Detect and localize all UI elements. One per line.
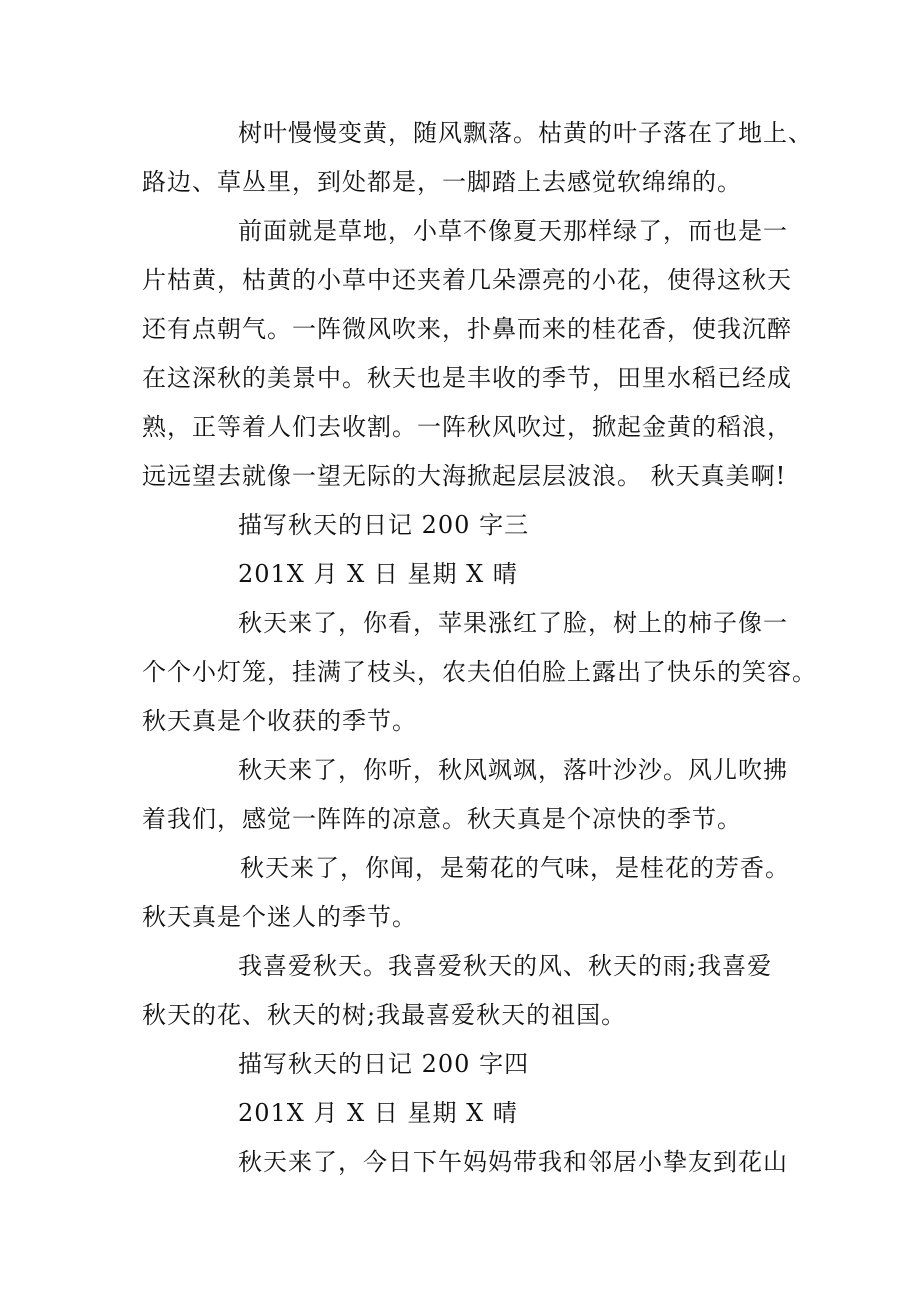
section-heading: 描写秋天的日记 200 字三 [238, 511, 530, 539]
paragraph-line: 树叶慢慢变黄，随风飘落。枯黄的叶子落在了地上、 [238, 119, 813, 147]
diary-date-line: 201X 月 X 日 星期 X 晴 [238, 1099, 518, 1127]
paragraph-line: 远远望去就像一望无际的大海掀起层层波浪。 秋天真美啊! [142, 462, 787, 490]
paragraph-line: 还有点朝气。一阵微风吹来，扑鼻而来的桂花香，使我沉醉 [142, 315, 792, 343]
paragraph-line: 片枯黄，枯黄的小草中还夹着几朵漂亮的小花，使得这秋天 [142, 266, 792, 294]
paragraph-line: 个个小灯笼，挂满了枝头，农夫伯伯脸上露出了快乐的笑容。 [142, 658, 817, 686]
paragraph-line: 秋天真是个收获的季节。 [142, 707, 417, 735]
paragraph-line: 秋天来了，今日下午妈妈带我和邻居小挚友到花山 [238, 1148, 788, 1176]
paragraph-line: 在这深秋的美景中。秋天也是丰收的季节，田里水稻已经成 [142, 364, 792, 392]
paragraph-line: 秋天来了，你闻，是菊花的气味，是桂花的芳香。 [240, 854, 790, 882]
paragraph-line: 我喜爱秋天。我喜爱秋天的风、秋天的雨;我喜爱 [238, 952, 773, 980]
paragraph-line: 秋天真是个迷人的季节。 [142, 903, 417, 931]
paragraph-line: 路边、草丛里，到处都是，一脚踏上去感觉软绵绵的。 [142, 168, 742, 196]
paragraph-line: 秋天来了，你听，秋风飒飒，落叶沙沙。风儿吹拂 [238, 756, 788, 784]
paragraph-line: 秋天的花、秋天的树;我最喜爱秋天的祖国。 [142, 1001, 627, 1029]
section-heading: 描写秋天的日记 200 字四 [238, 1050, 530, 1078]
paragraph-line: 着我们，感觉一阵阵的凉意。秋天真是个凉快的季节。 [142, 805, 742, 833]
paragraph-line: 前面就是草地，小草不像夏天那样绿了，而也是一 [238, 217, 788, 245]
diary-date-line: 201X 月 X 日 星期 X 晴 [238, 560, 518, 588]
paragraph-line: 秋天来了，你看，苹果涨红了脸，树上的柿子像一 [238, 609, 788, 637]
paragraph-line: 熟，正等着人们去收割。一阵秋风吹过，掀起金黄的稻浪， [142, 413, 792, 441]
